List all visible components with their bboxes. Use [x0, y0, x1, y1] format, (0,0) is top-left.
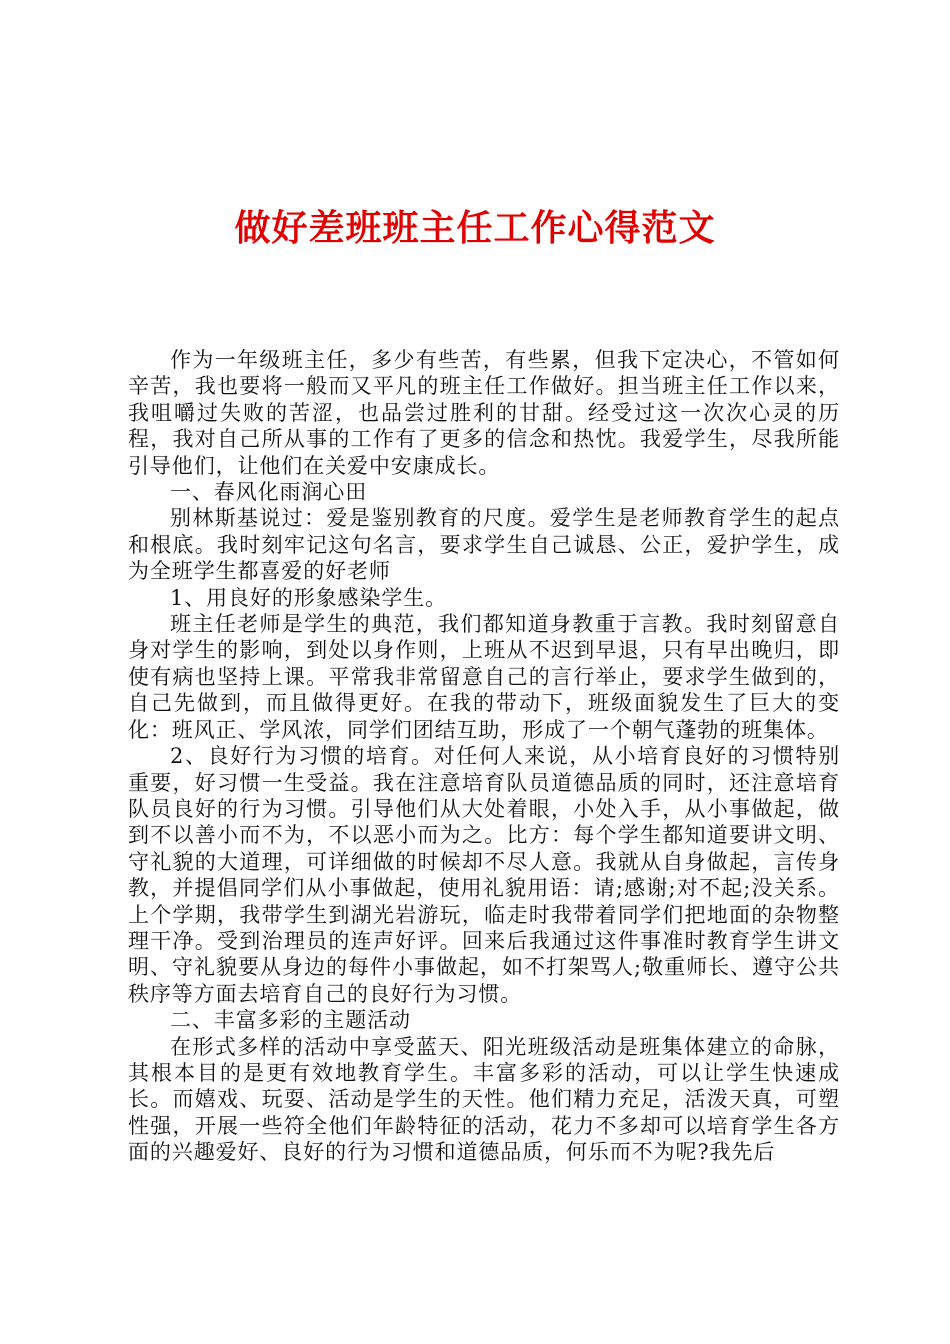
- paragraph-belinsky: 别林斯基说过：爱是鉴别教育的尺度。爱学生是老师教育学生的起点和根底。我时刻牢记这句名言，要求学生自己诚恳、公正，爱护学生，成为全班学生都喜爱的好老师: [128, 506, 840, 584]
- paragraph-role-model: 班主任老师是学生的典范，我们都知道身教重于言教。我时刻留意自身对学生的影响，到处以身作则，上班从不迟到早退，只有早出晚归，即使有病也坚持上课。平常我非常留意自己的言行举止，要求学生做到的，自己先做到，而且做得更好。在我的带动下，班级面貌发生了巨大的变化：班风正、学风浓，同学们团结互助，形成了一个朝气蓬勃的班集体。: [128, 612, 840, 742]
- section-heading-1: 一、春风化雨润心田: [170, 480, 368, 505]
- section-heading-2: 二、丰富多彩的主题活动: [170, 1008, 411, 1033]
- paragraph-activities: 在形式多样的活动中享受蓝天、阳光班级活动是班集体建立的命脉，其根本目的是更有效地教育学生。丰富多彩的活动，可以让学生快速成长。而嬉戏、玩耍、活动是学生的天性。他们精力充足，活泼天真，可塑性强，开展一些符全他们年龄特征的活动，花力不多却可以培育学生各方面的兴趣爱好、良好的行为习惯和道德品质，何乐而不为呢?我先后: [128, 1034, 840, 1165]
- paragraph-intro: 作为一年级班主任，多少有些苦，有些累，但我下定决心，不管如何辛苦，我也要将一般而又平凡的班主任工作做好。担当班主任工作以来，我咀嚼过失败的苦涩，也品尝过胜利的甘甜。经受过这一次次心灵的历程，我对自己所从事的工作有了更多的信念和热忱。我爱学生，尽我所能引导他们，让他们在关爱中安康成长。: [128, 348, 840, 478]
- document-title: 做好差班班主任工作心得范文: [234, 207, 716, 249]
- document-body: [128, 347, 840, 1166]
- subheading-1: 1、用良好的形象感染学生。: [170, 585, 448, 610]
- paragraph-habits: 2、良好行为习惯的培育。对任何人来说，从小培育良好的习惯特别重要，好习惯一生受益。我在注意培育队员道德品质的同时，还注意培育队员良好的行为习惯。引导他们从大处着眼，小处入手，从小事做起，做到不以善小而不为，不以恶小而为之。比方：每个学生都知道要讲文明、守礼貌的大道理，可详细做的时候却不尽人意。我就从自身做起，言传身教，并提倡同学们从小事做起，使用礼貌用语：请;感谢;对不起;没关系。上个学期，我带学生到湖光岩游玩，临走时我带着同学们把地面的杂物整理干净。受到治理员的连声好评。回来后我通过这件事准时教育学生讲文明、守礼貌要从身边的每件小事做起，如不打架骂人;敬重师长、遵守公共秩序等方面去培育自己的良好行为习惯。: [128, 744, 840, 1006]
